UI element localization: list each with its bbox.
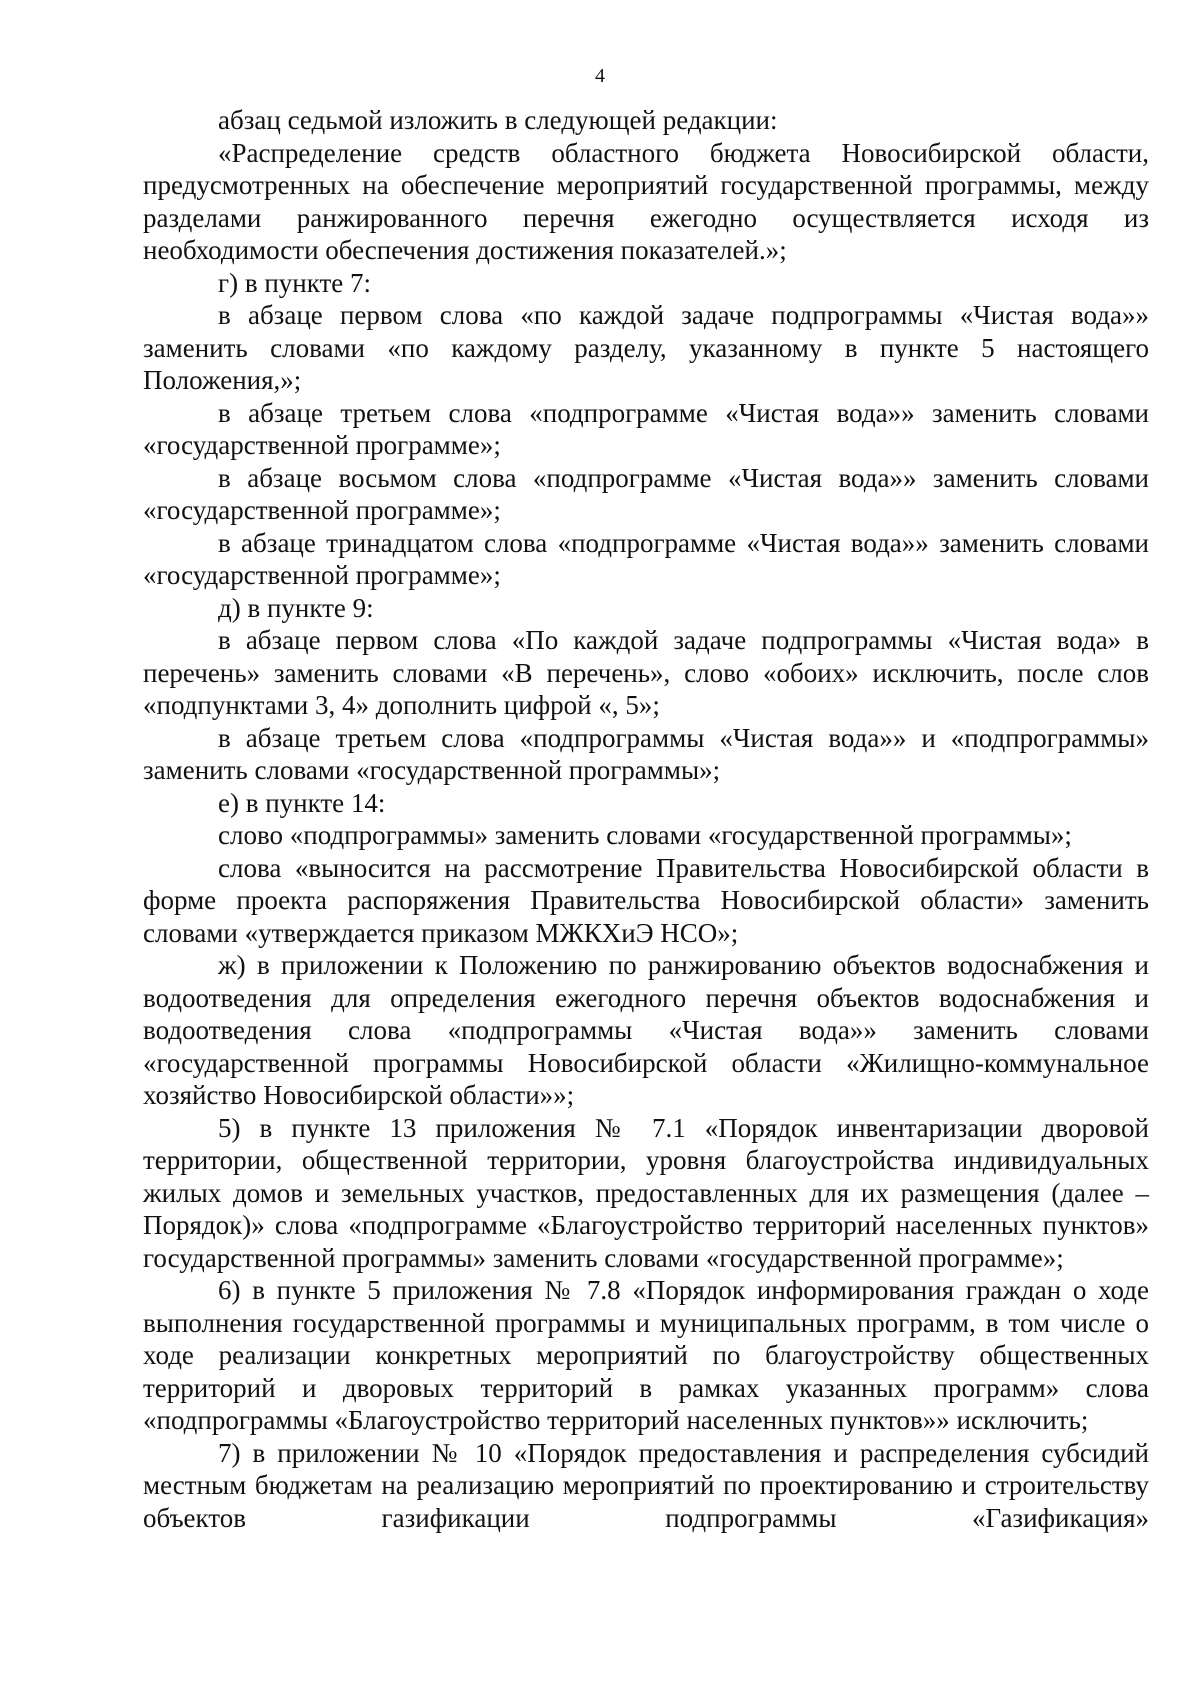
- paragraph: в абзаце тринадцатом слова «подпрограмме «Чистая вода»» заменить словами «государственной программе»;: [143, 527, 1149, 590]
- paragraph: 6) в пункте 5 приложения № 7.8 «Порядок информирования граждан о ходе выполнения государственной программы и муниципальных программ, в том числе о ходе реализации конкретных мероприятий по благоустройству общественных территорий и дворовых территорий в рамках указанных программ» слова «подпрограммы «Благоустройство территорий населенных пунктов»» исключить;: [143, 1275, 1149, 1435]
- paragraph: 5) в пункте 13 приложения № 7.1 «Порядок инвентаризации дворовой территории, общественной территории, уровня благоустройства индивидуальных жилых домов и земельных участков, предоставленных для их размещения (далее – Порядок)» слова «подпрограмме «Благоустройство территорий населенных пунктов» государственной программы» заменить словами «государственной программе»;: [143, 1112, 1149, 1273]
- paragraph: в абзаце первом слова «по каждой задаче подпрограммы «Чистая вода»» заменить словами «по каждому разделу, указанному в пункте 5 настоящего Положения,»;: [143, 300, 1149, 395]
- paragraph: д) в пункте 9:: [218, 592, 374, 623]
- paragraph: «Распределение средств областного бюджета Новосибирской области, предусмотренных на обеспечение мероприятий государственной программы, между разделами ранжированного перечня ежегодно осуществляется исходя из необходимости обеспечения достижения показателей.»;: [143, 137, 1149, 265]
- paragraph: в абзаце третьем слова «подпрограмме «Чистая вода»» заменить словами «государственной программе»;: [143, 397, 1149, 460]
- page-number: 4: [595, 65, 605, 87]
- paragraph: слова «выносится на рассмотрение Правительства Новосибирской области в форме проекта распоряжения Правительства Новосибирской области» заменить словами «утверждается приказом МЖКХиЭ НСО»;: [143, 852, 1149, 948]
- document-body: [143, 104, 1149, 1534]
- paragraph: ж) в приложении к Положению по ранжированию объектов водоснабжения и водоотведения для определения ежегодного перечня объектов водоснабжения и водоотведения слова «подпрограммы «Чистая вода»» заменить словами «государственной программы Новосибирской области «Жилищно-коммунальное хозяйство Новосибирской области»»;: [143, 950, 1149, 1110]
- paragraph: в абзаце третьем слова «подпрограммы «Чистая вода»» и «подпрограммы» заменить словами «государственной программы»;: [143, 722, 1149, 785]
- paragraph: в абзаце первом слова «По каждой задаче подпрограммы «Чистая вода» в перечень» заменить словами «В перечень», слово «обоих» исключить, после слов «подпунктами 3, 4» дополнить цифрой «, 5»;: [143, 625, 1149, 720]
- paragraph: слово «подпрограммы» заменить словами «государственной программы»;: [218, 820, 1072, 850]
- paragraph: е) в пункте 14:: [218, 787, 386, 818]
- paragraph: в абзаце восьмом слова «подпрограмме «Чистая вода»» заменить словами «государственной программе»;: [143, 462, 1149, 525]
- paragraph: 7) в приложении № 10 «Порядок предоставления и распределения субсидий местным бюджетам на реализацию мероприятий по проектированию и строительству объектов газификации подпрограммы «Газификация»: [143, 1437, 1149, 1533]
- paragraph: г) в пункте 7:: [218, 267, 372, 298]
- paragraph: абзац седьмой изложить в следующей редакции:: [218, 105, 778, 135]
